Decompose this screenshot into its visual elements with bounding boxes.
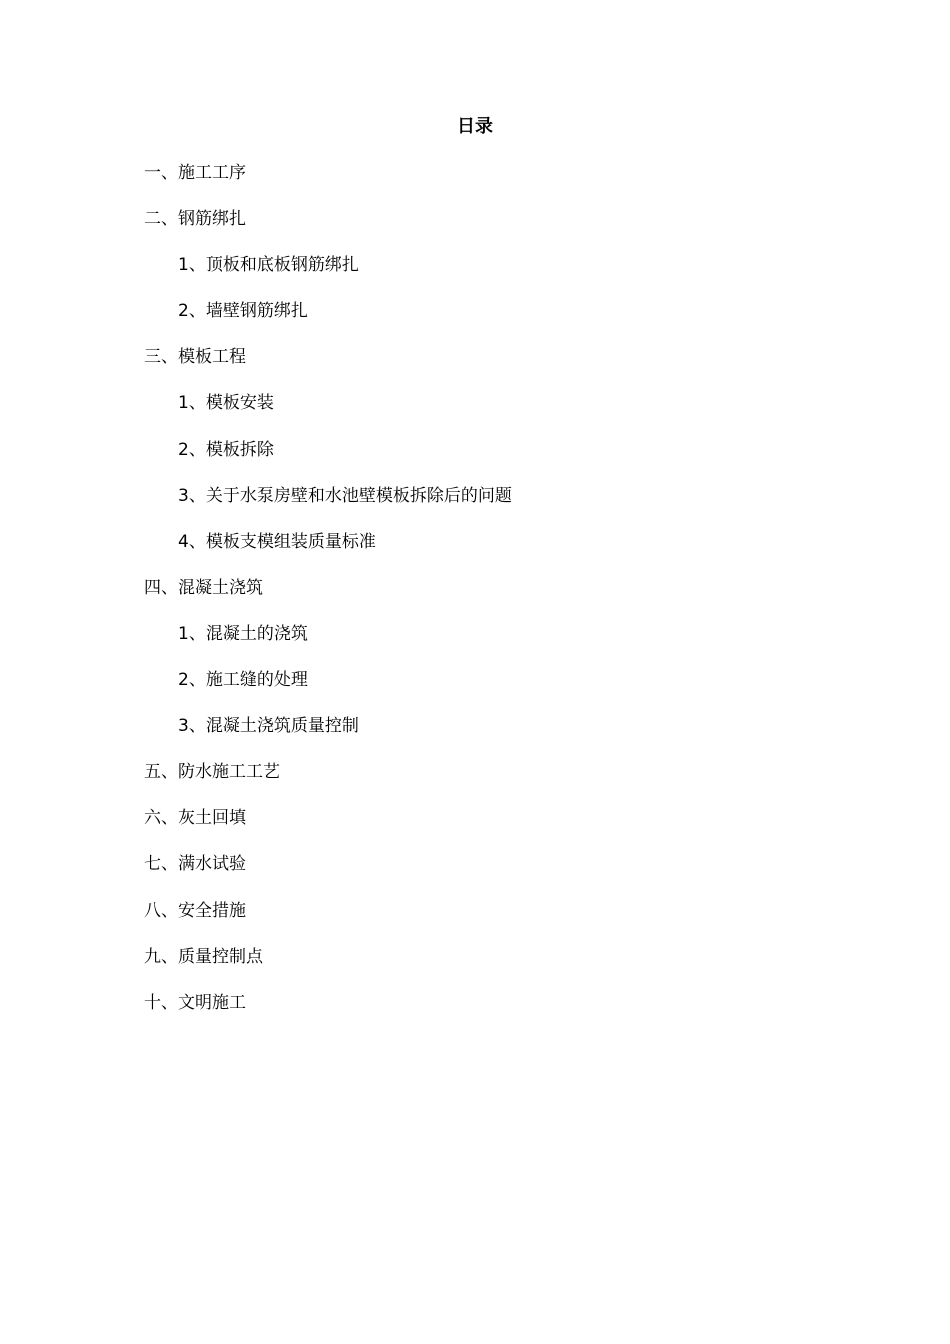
toc-subsection-entry: 2、墙壁钢筋绑扎 bbox=[178, 301, 308, 322]
toc-subsection-entry: 3、混凝土浇筑质量控制 bbox=[178, 716, 359, 737]
toc-section-entry: 五、防水施工工艺 bbox=[144, 762, 280, 783]
toc-title: 日录 bbox=[457, 116, 493, 137]
toc-subsection-entry: 2、模板拆除 bbox=[178, 439, 274, 460]
toc-section-entry: 六、灰土回填 bbox=[144, 808, 246, 829]
toc-section-entry: 二、钢筋绑扎 bbox=[144, 209, 246, 230]
table-of-contents bbox=[0, 160, 950, 1036]
toc-subsection-entry: 1、顶板和底板钢筋绑扎 bbox=[178, 255, 359, 276]
toc-section-entry: 八、安全措施 bbox=[144, 900, 246, 921]
toc-subsection-entry: 1、模板安装 bbox=[178, 393, 274, 414]
toc-section-entry: 十、文明施工 bbox=[144, 992, 246, 1013]
toc-section-entry: 四、混凝土浇筑 bbox=[144, 577, 263, 598]
toc-subsection-entry: 2、施工缝的处理 bbox=[178, 670, 308, 691]
toc-subsection-entry: 1、混凝土的浇筑 bbox=[178, 623, 308, 644]
toc-section-entry: 三、模板工程 bbox=[144, 347, 246, 368]
toc-subsection-entry: 3、关于水泵房壁和水池壁模板拆除后的问题 bbox=[178, 485, 512, 506]
toc-section-entry: 九、质量控制点 bbox=[144, 946, 263, 967]
toc-section-entry: 一、施工工序 bbox=[144, 163, 246, 183]
toc-section-entry: 七、满水试验 bbox=[144, 854, 246, 875]
toc-subsection-entry: 4、模板支模组装质量标准 bbox=[178, 531, 376, 552]
